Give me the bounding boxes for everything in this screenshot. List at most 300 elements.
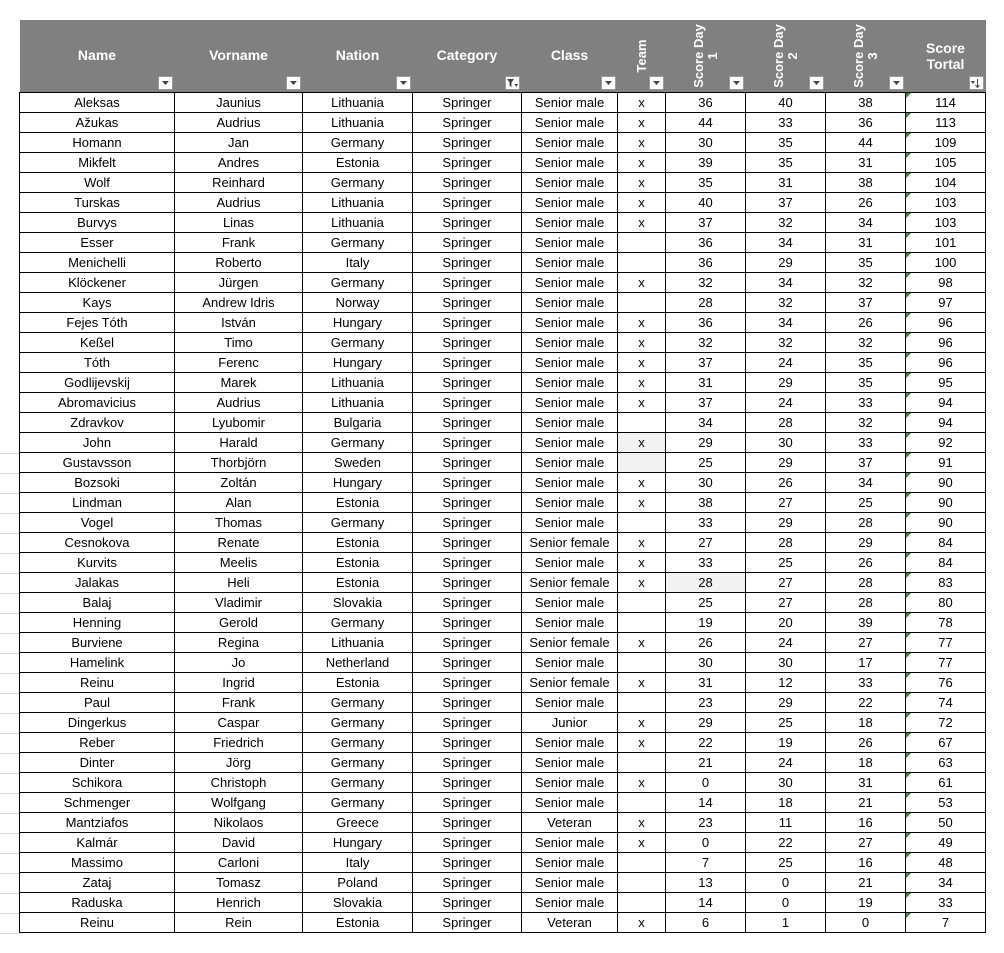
cell-score-day-3[interactable]: 28: [826, 593, 906, 613]
cell-score-day-2[interactable]: 20: [746, 613, 826, 633]
cell-score-day-2[interactable]: 35: [746, 153, 826, 173]
cell-vorname[interactable]: Henrich: [175, 893, 303, 913]
cell-class[interactable]: Senior male: [522, 793, 618, 813]
cell-name[interactable]: Aleksas: [20, 93, 175, 113]
cell-class[interactable]: Senior male: [522, 773, 618, 793]
cell-name[interactable]: Reinu: [20, 673, 175, 693]
cell-score-day-3[interactable]: 37: [826, 293, 906, 313]
cell-team[interactable]: x: [618, 393, 666, 413]
cell-nation[interactable]: Estonia: [303, 913, 413, 933]
cell-score-day-2[interactable]: 37: [746, 193, 826, 213]
cell-score-day-1[interactable]: 19: [666, 613, 746, 633]
cell-score-day-3[interactable]: 18: [826, 753, 906, 773]
cell-vorname[interactable]: Ferenc: [175, 353, 303, 373]
cell-score-day-1[interactable]: 0: [666, 773, 746, 793]
cell-score-day-3[interactable]: 27: [826, 833, 906, 853]
cell-class[interactable]: Senior male: [522, 173, 618, 193]
cell-team[interactable]: [618, 653, 666, 673]
cell-score-day-1[interactable]: 25: [666, 593, 746, 613]
cell-nation[interactable]: Bulgaria: [303, 413, 413, 433]
cell-vorname[interactable]: Heli: [175, 573, 303, 593]
cell-team[interactable]: x: [618, 913, 666, 933]
cell-score-day-2[interactable]: 24: [746, 393, 826, 413]
cell-nation[interactable]: Slovakia: [303, 893, 413, 913]
cell-name[interactable]: Cesnokova: [20, 533, 175, 553]
cell-score-day-1[interactable]: 33: [666, 553, 746, 573]
cell-score-day-1[interactable]: 37: [666, 353, 746, 373]
cell-score-day-3[interactable]: 26: [826, 193, 906, 213]
cell-category[interactable]: Springer: [413, 293, 522, 313]
cell-vorname[interactable]: Vladimir: [175, 593, 303, 613]
cell-vorname[interactable]: Marek: [175, 373, 303, 393]
cell-score-day-3[interactable]: 35: [826, 353, 906, 373]
cell-class[interactable]: Senior male: [522, 213, 618, 233]
cell-team[interactable]: x: [618, 473, 666, 493]
cell-class[interactable]: Veteran: [522, 813, 618, 833]
cell-name[interactable]: Kays: [20, 293, 175, 313]
cell-name[interactable]: Mikfelt: [20, 153, 175, 173]
cell-vorname[interactable]: Audrius: [175, 113, 303, 133]
cell-score-total[interactable]: 91: [906, 453, 986, 473]
cell-score-day-3[interactable]: 17: [826, 653, 906, 673]
cell-class[interactable]: Senior male: [522, 733, 618, 753]
cell-class[interactable]: Senior female: [522, 673, 618, 693]
cell-score-total[interactable]: 109: [906, 133, 986, 153]
cell-team[interactable]: x: [618, 333, 666, 353]
cell-score-day-3[interactable]: 33: [826, 433, 906, 453]
cell-vorname[interactable]: Meelis: [175, 553, 303, 573]
filter-dropdown-button[interactable]: [729, 76, 744, 90]
cell-score-day-3[interactable]: 39: [826, 613, 906, 633]
cell-vorname[interactable]: David: [175, 833, 303, 853]
cell-name[interactable]: Henning: [20, 613, 175, 633]
cell-team[interactable]: x: [618, 173, 666, 193]
cell-score-day-1[interactable]: 22: [666, 733, 746, 753]
filter-dropdown-button[interactable]: [601, 76, 616, 90]
cell-category[interactable]: Springer: [413, 133, 522, 153]
cell-team[interactable]: x: [618, 373, 666, 393]
cell-vorname[interactable]: Lyubomir: [175, 413, 303, 433]
cell-class[interactable]: Veteran: [522, 913, 618, 933]
cell-class[interactable]: Senior male: [522, 853, 618, 873]
cell-class[interactable]: Senior female: [522, 533, 618, 553]
cell-class[interactable]: Senior male: [522, 253, 618, 273]
filter-dropdown-button[interactable]: [286, 76, 301, 90]
cell-category[interactable]: Springer: [413, 653, 522, 673]
cell-vorname[interactable]: Zoltán: [175, 473, 303, 493]
cell-team[interactable]: x: [618, 813, 666, 833]
cell-name[interactable]: Homann: [20, 133, 175, 153]
cell-category[interactable]: Springer: [413, 253, 522, 273]
cell-score-day-1[interactable]: 27: [666, 533, 746, 553]
cell-score-day-2[interactable]: 40: [746, 93, 826, 113]
cell-name[interactable]: Schikora: [20, 773, 175, 793]
cell-nation[interactable]: Estonia: [303, 533, 413, 553]
cell-score-day-3[interactable]: 28: [826, 513, 906, 533]
cell-score-day-3[interactable]: 37: [826, 453, 906, 473]
cell-vorname[interactable]: Ingrid: [175, 673, 303, 693]
cell-class[interactable]: Senior male: [522, 753, 618, 773]
cell-score-total[interactable]: 105: [906, 153, 986, 173]
cell-nation[interactable]: Germany: [303, 753, 413, 773]
cell-score-day-1[interactable]: 36: [666, 253, 746, 273]
cell-vorname[interactable]: Alan: [175, 493, 303, 513]
cell-score-day-2[interactable]: 0: [746, 893, 826, 913]
cell-score-day-2[interactable]: 26: [746, 473, 826, 493]
cell-nation[interactable]: Germany: [303, 273, 413, 293]
filter-dropdown-button[interactable]: [649, 76, 664, 90]
cell-category[interactable]: Springer: [413, 373, 522, 393]
cell-class[interactable]: Senior male: [522, 293, 618, 313]
cell-class[interactable]: Senior male: [522, 373, 618, 393]
cell-name[interactable]: Mantziafos: [20, 813, 175, 833]
cell-name[interactable]: Esser: [20, 233, 175, 253]
cell-name[interactable]: John: [20, 433, 175, 453]
cell-score-day-3[interactable]: 22: [826, 693, 906, 713]
cell-team[interactable]: x: [618, 433, 666, 453]
cell-score-total[interactable]: 94: [906, 413, 986, 433]
cell-vorname[interactable]: Gerold: [175, 613, 303, 633]
cell-score-day-1[interactable]: 44: [666, 113, 746, 133]
cell-score-day-2[interactable]: 28: [746, 413, 826, 433]
filter-active-button[interactable]: [505, 76, 520, 90]
cell-vorname[interactable]: Andres: [175, 153, 303, 173]
cell-name[interactable]: Ažukas: [20, 113, 175, 133]
cell-class[interactable]: Senior male: [522, 193, 618, 213]
cell-score-day-2[interactable]: 28: [746, 533, 826, 553]
cell-score-day-3[interactable]: 29: [826, 533, 906, 553]
cell-team[interactable]: [618, 793, 666, 813]
cell-score-day-3[interactable]: 31: [826, 153, 906, 173]
cell-name[interactable]: Kurvits: [20, 553, 175, 573]
cell-name[interactable]: Abromavicius: [20, 393, 175, 413]
cell-score-day-2[interactable]: 29: [746, 253, 826, 273]
cell-team[interactable]: [618, 413, 666, 433]
cell-category[interactable]: Springer: [413, 753, 522, 773]
cell-class[interactable]: Senior male: [522, 653, 618, 673]
cell-nation[interactable]: Poland: [303, 873, 413, 893]
cell-score-day-1[interactable]: 37: [666, 393, 746, 413]
cell-team[interactable]: x: [618, 93, 666, 113]
cell-class[interactable]: Senior male: [522, 113, 618, 133]
cell-category[interactable]: Springer: [413, 593, 522, 613]
cell-category[interactable]: Springer: [413, 173, 522, 193]
cell-score-day-3[interactable]: 28: [826, 573, 906, 593]
cell-score-day-2[interactable]: 22: [746, 833, 826, 853]
cell-vorname[interactable]: Thomas: [175, 513, 303, 533]
cell-score-day-3[interactable]: 26: [826, 553, 906, 573]
cell-category[interactable]: Springer: [413, 853, 522, 873]
cell-score-day-3[interactable]: 33: [826, 673, 906, 693]
cell-team[interactable]: x: [618, 113, 666, 133]
cell-team[interactable]: [618, 613, 666, 633]
cell-vorname[interactable]: Caspar: [175, 713, 303, 733]
cell-category[interactable]: Springer: [413, 913, 522, 933]
cell-score-day-3[interactable]: 21: [826, 793, 906, 813]
cell-category[interactable]: Springer: [413, 573, 522, 593]
cell-score-day-1[interactable]: 25: [666, 453, 746, 473]
cell-class[interactable]: Senior male: [522, 513, 618, 533]
cell-team[interactable]: x: [618, 673, 666, 693]
cell-vorname[interactable]: Regina: [175, 633, 303, 653]
cell-name[interactable]: Turskas: [20, 193, 175, 213]
cell-class[interactable]: Senior male: [522, 693, 618, 713]
cell-score-total[interactable]: 101: [906, 233, 986, 253]
cell-class[interactable]: Senior male: [522, 233, 618, 253]
cell-nation[interactable]: Lithuania: [303, 193, 413, 213]
cell-nation[interactable]: Germany: [303, 793, 413, 813]
cell-nation[interactable]: Germany: [303, 773, 413, 793]
cell-score-total[interactable]: 77: [906, 653, 986, 673]
cell-score-day-2[interactable]: 30: [746, 653, 826, 673]
cell-score-day-2[interactable]: 31: [746, 173, 826, 193]
cell-category[interactable]: Springer: [413, 353, 522, 373]
cell-category[interactable]: Springer: [413, 113, 522, 133]
cell-nation[interactable]: Lithuania: [303, 393, 413, 413]
cell-team[interactable]: x: [618, 313, 666, 333]
cell-score-day-1[interactable]: 7: [666, 853, 746, 873]
cell-nation[interactable]: Lithuania: [303, 373, 413, 393]
cell-score-day-3[interactable]: 32: [826, 273, 906, 293]
cell-team[interactable]: [618, 873, 666, 893]
cell-score-day-2[interactable]: 11: [746, 813, 826, 833]
cell-score-day-1[interactable]: 13: [666, 873, 746, 893]
cell-score-day-2[interactable]: 24: [746, 753, 826, 773]
cell-score-total[interactable]: 61: [906, 773, 986, 793]
cell-team[interactable]: [618, 593, 666, 613]
cell-score-day-1[interactable]: 14: [666, 793, 746, 813]
cell-nation[interactable]: Estonia: [303, 573, 413, 593]
cell-score-day-1[interactable]: 39: [666, 153, 746, 173]
cell-score-total[interactable]: 63: [906, 753, 986, 773]
cell-score-day-2[interactable]: 29: [746, 453, 826, 473]
cell-score-total[interactable]: 98: [906, 273, 986, 293]
cell-vorname[interactable]: Nikolaos: [175, 813, 303, 833]
cell-score-day-3[interactable]: 26: [826, 733, 906, 753]
sort-descending-button[interactable]: [969, 76, 984, 90]
cell-class[interactable]: Senior male: [522, 873, 618, 893]
cell-name[interactable]: Tóth: [20, 353, 175, 373]
cell-vorname[interactable]: Roberto: [175, 253, 303, 273]
cell-score-day-3[interactable]: 31: [826, 773, 906, 793]
cell-score-day-2[interactable]: 27: [746, 593, 826, 613]
cell-team[interactable]: x: [618, 773, 666, 793]
cell-score-day-1[interactable]: 0: [666, 833, 746, 853]
cell-category[interactable]: Springer: [413, 873, 522, 893]
filter-dropdown-button[interactable]: [889, 76, 904, 90]
cell-score-total[interactable]: 97: [906, 293, 986, 313]
cell-vorname[interactable]: Jürgen: [175, 273, 303, 293]
cell-class[interactable]: Senior female: [522, 633, 618, 653]
cell-category[interactable]: Springer: [413, 273, 522, 293]
cell-class[interactable]: Senior male: [522, 153, 618, 173]
cell-score-total[interactable]: 33: [906, 893, 986, 913]
cell-name[interactable]: Zataj: [20, 873, 175, 893]
cell-team[interactable]: x: [618, 133, 666, 153]
cell-score-day-2[interactable]: 35: [746, 133, 826, 153]
cell-score-total[interactable]: 90: [906, 493, 986, 513]
cell-score-day-2[interactable]: 25: [746, 553, 826, 573]
cell-category[interactable]: Springer: [413, 533, 522, 553]
cell-score-day-2[interactable]: 32: [746, 213, 826, 233]
cell-nation[interactable]: Germany: [303, 693, 413, 713]
cell-score-total[interactable]: 104: [906, 173, 986, 193]
cell-score-day-3[interactable]: 32: [826, 413, 906, 433]
cell-vorname[interactable]: Rein: [175, 913, 303, 933]
cell-name[interactable]: Gustavsson: [20, 453, 175, 473]
cell-name[interactable]: Menichelli: [20, 253, 175, 273]
cell-team[interactable]: x: [618, 273, 666, 293]
cell-score-day-3[interactable]: 21: [826, 873, 906, 893]
cell-nation[interactable]: Italy: [303, 253, 413, 273]
cell-vorname[interactable]: Frank: [175, 233, 303, 253]
cell-vorname[interactable]: Carloni: [175, 853, 303, 873]
cell-name[interactable]: Reinu: [20, 913, 175, 933]
cell-score-total[interactable]: 103: [906, 213, 986, 233]
cell-category[interactable]: Springer: [413, 833, 522, 853]
cell-category[interactable]: Springer: [413, 233, 522, 253]
cell-nation[interactable]: Lithuania: [303, 113, 413, 133]
cell-score-day-3[interactable]: 25: [826, 493, 906, 513]
cell-category[interactable]: Springer: [413, 633, 522, 653]
cell-category[interactable]: Springer: [413, 433, 522, 453]
cell-name[interactable]: Keßel: [20, 333, 175, 353]
cell-nation[interactable]: Germany: [303, 333, 413, 353]
cell-score-day-2[interactable]: 24: [746, 633, 826, 653]
cell-class[interactable]: Senior male: [522, 613, 618, 633]
cell-team[interactable]: [618, 233, 666, 253]
cell-score-day-1[interactable]: 30: [666, 653, 746, 673]
cell-score-day-3[interactable]: 38: [826, 173, 906, 193]
cell-class[interactable]: Senior male: [522, 593, 618, 613]
cell-score-day-3[interactable]: 34: [826, 213, 906, 233]
cell-score-day-2[interactable]: 30: [746, 433, 826, 453]
cell-score-total[interactable]: 90: [906, 513, 986, 533]
cell-name[interactable]: Wolf: [20, 173, 175, 193]
cell-team[interactable]: x: [618, 353, 666, 373]
cell-score-day-1[interactable]: 23: [666, 693, 746, 713]
cell-name[interactable]: Hamelink: [20, 653, 175, 673]
cell-score-day-2[interactable]: 33: [746, 113, 826, 133]
cell-category[interactable]: Springer: [413, 153, 522, 173]
cell-score-day-2[interactable]: 32: [746, 333, 826, 353]
cell-score-day-3[interactable]: 31: [826, 233, 906, 253]
cell-category[interactable]: Springer: [413, 613, 522, 633]
cell-team[interactable]: [618, 893, 666, 913]
cell-score-total[interactable]: 76: [906, 673, 986, 693]
cell-score-day-2[interactable]: 29: [746, 693, 826, 713]
cell-class[interactable]: Senior male: [522, 473, 618, 493]
cell-team[interactable]: [618, 513, 666, 533]
cell-vorname[interactable]: Tomasz: [175, 873, 303, 893]
cell-nation[interactable]: Lithuania: [303, 213, 413, 233]
cell-score-total[interactable]: 95: [906, 373, 986, 393]
cell-nation[interactable]: Hungary: [303, 313, 413, 333]
cell-team[interactable]: x: [618, 153, 666, 173]
cell-nation[interactable]: Germany: [303, 733, 413, 753]
cell-vorname[interactable]: Thorbjörn: [175, 453, 303, 473]
cell-class[interactable]: Senior male: [522, 313, 618, 333]
cell-name[interactable]: Dinter: [20, 753, 175, 773]
cell-score-total[interactable]: 96: [906, 353, 986, 373]
cell-team[interactable]: x: [618, 833, 666, 853]
cell-score-day-1[interactable]: 26: [666, 633, 746, 653]
cell-team[interactable]: x: [618, 713, 666, 733]
cell-score-day-2[interactable]: 27: [746, 493, 826, 513]
cell-class[interactable]: Senior male: [522, 493, 618, 513]
cell-vorname[interactable]: Jörg: [175, 753, 303, 773]
cell-category[interactable]: Springer: [413, 393, 522, 413]
cell-team[interactable]: x: [618, 193, 666, 213]
cell-name[interactable]: Fejes Tóth: [20, 313, 175, 333]
cell-team[interactable]: [618, 753, 666, 773]
cell-score-day-1[interactable]: 32: [666, 273, 746, 293]
cell-score-total[interactable]: 72: [906, 713, 986, 733]
cell-nation[interactable]: Greece: [303, 813, 413, 833]
cell-category[interactable]: Springer: [413, 553, 522, 573]
cell-vorname[interactable]: Christoph: [175, 773, 303, 793]
cell-vorname[interactable]: István: [175, 313, 303, 333]
cell-category[interactable]: Springer: [413, 453, 522, 473]
cell-vorname[interactable]: Wolfgang: [175, 793, 303, 813]
cell-score-total[interactable]: 96: [906, 333, 986, 353]
filter-dropdown-button[interactable]: [396, 76, 411, 90]
cell-name[interactable]: Godlijevskij: [20, 373, 175, 393]
cell-score-total[interactable]: 100: [906, 253, 986, 273]
cell-score-day-2[interactable]: 18: [746, 793, 826, 813]
cell-score-day-1[interactable]: 14: [666, 893, 746, 913]
cell-score-total[interactable]: 7: [906, 913, 986, 933]
cell-nation[interactable]: Germany: [303, 613, 413, 633]
cell-score-total[interactable]: 77: [906, 633, 986, 653]
cell-team[interactable]: x: [618, 733, 666, 753]
cell-nation[interactable]: Lithuania: [303, 93, 413, 113]
cell-name[interactable]: Balaj: [20, 593, 175, 613]
cell-score-day-2[interactable]: 24: [746, 353, 826, 373]
cell-nation[interactable]: Estonia: [303, 673, 413, 693]
cell-name[interactable]: Kalmár: [20, 833, 175, 853]
cell-vorname[interactable]: Linas: [175, 213, 303, 233]
cell-team[interactable]: [618, 253, 666, 273]
cell-category[interactable]: Springer: [413, 793, 522, 813]
cell-score-day-1[interactable]: 29: [666, 713, 746, 733]
cell-score-day-2[interactable]: 25: [746, 853, 826, 873]
cell-score-day-1[interactable]: 21: [666, 753, 746, 773]
cell-score-total[interactable]: 103: [906, 193, 986, 213]
cell-score-day-2[interactable]: 34: [746, 233, 826, 253]
cell-category[interactable]: Springer: [413, 473, 522, 493]
cell-class[interactable]: Senior male: [522, 433, 618, 453]
cell-category[interactable]: Springer: [413, 493, 522, 513]
cell-name[interactable]: Dingerkus: [20, 713, 175, 733]
cell-score-day-1[interactable]: 6: [666, 913, 746, 933]
cell-team[interactable]: [618, 293, 666, 313]
cell-score-total[interactable]: 48: [906, 853, 986, 873]
cell-score-day-1[interactable]: 33: [666, 513, 746, 533]
cell-category[interactable]: Springer: [413, 893, 522, 913]
cell-vorname[interactable]: Andrew Idris: [175, 293, 303, 313]
cell-score-day-2[interactable]: 34: [746, 273, 826, 293]
cell-nation[interactable]: Italy: [303, 853, 413, 873]
cell-score-day-1[interactable]: 29: [666, 433, 746, 453]
cell-category[interactable]: Springer: [413, 693, 522, 713]
cell-class[interactable]: Senior male: [522, 133, 618, 153]
cell-name[interactable]: Lindman: [20, 493, 175, 513]
cell-score-day-3[interactable]: 34: [826, 473, 906, 493]
cell-score-total[interactable]: 80: [906, 593, 986, 613]
cell-class[interactable]: Senior male: [522, 413, 618, 433]
cell-vorname[interactable]: Reinhard: [175, 173, 303, 193]
